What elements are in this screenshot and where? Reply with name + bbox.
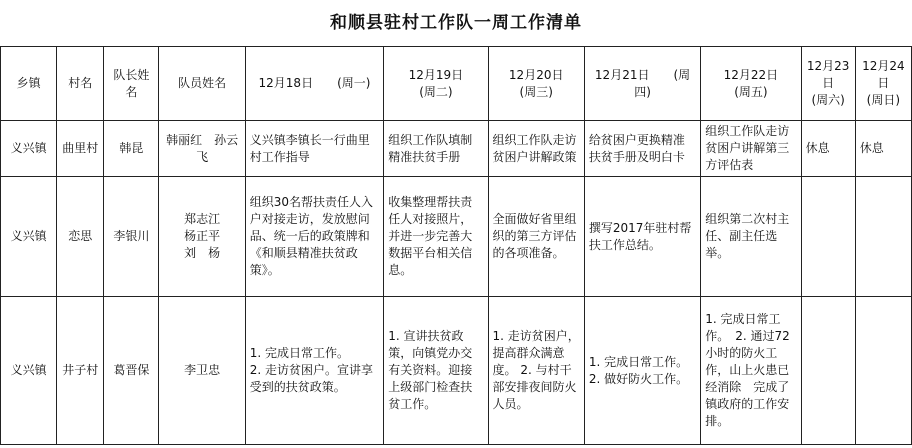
header-dec20: 12月20日 (周三) [488, 47, 584, 121]
header-members: 队员姓名 [159, 47, 245, 121]
header-dec21: 12月21日 (周四) [584, 47, 700, 121]
header-dec19: 12月19日 (周二) [384, 47, 488, 121]
cell-members [159, 177, 245, 297]
cell-dec24 [855, 297, 911, 445]
cell-members: 韩丽红 孙云飞 [159, 121, 245, 177]
cell-dec21: 撰写2017年驻村帮扶工作总结。 [584, 177, 700, 297]
cell-dec22: 组织工作队走访贫困户讲解第三方评估表 [701, 121, 801, 177]
member-name: 刘 杨 [184, 246, 221, 260]
header-dec23: 12月23日 (周六) [801, 47, 855, 121]
header-dec18: 12月18日 (周一) [245, 47, 383, 121]
cell-dec20: 组织工作队走访贫困户讲解政策 [488, 121, 584, 177]
cell-leader: 韩昆 [104, 121, 159, 177]
cell-dec20: 1. 走访贫困户，提高群众满意度。 2. 与村干部安排夜间防火人员。 [488, 297, 584, 445]
cell-dec22: 组织第二次村主任、副主任选举。 [701, 177, 801, 297]
header-row [1, 47, 912, 121]
member-name: 郑志江 [184, 212, 221, 226]
cell-dec23 [801, 297, 855, 445]
cell-village: 井子村 [57, 297, 104, 445]
header-dec22: 12月22日 (周五) [701, 47, 801, 121]
cell-dec20: 全面做好省里组织的第三方评估的各项准备。 [488, 177, 584, 297]
cell-dec19: 1. 宣讲扶贫政策，向镇党办交有关资料。迎接上级部门检查扶贫工作。 [384, 297, 488, 445]
cell-village: 恋思 [57, 177, 104, 297]
cell-leader: 李银川 [104, 177, 159, 297]
cell-dec18: 义兴镇李镇长一行曲里村工作指导 [245, 121, 383, 177]
table-row [1, 177, 912, 297]
page-title: 和顺县驻村工作队一周工作清单 [330, 13, 582, 33]
header-leader: 队长姓名 [104, 47, 159, 121]
cell-dec21: 1. 完成日常工作。 2. 做好防火工作。 [584, 297, 700, 445]
cell-township: 义兴镇 [1, 297, 57, 445]
cell-dec23 [801, 177, 855, 297]
header-dec24: 12月24日 (周日) [855, 47, 911, 121]
cell-leader: 葛晋保 [104, 297, 159, 445]
work-schedule-table [0, 46, 912, 445]
header-village: 村名 [57, 47, 104, 121]
cell-dec19: 组织工作队填制精准扶贫手册 [384, 121, 488, 177]
cell-dec19: 收集整理帮扶责任人对接照片，并进一步完善大数据平台相关信息。 [384, 177, 488, 297]
cell-dec24 [855, 177, 911, 297]
cell-dec22: 1. 完成日常工作。 2. 通过72小时的防火工作，山上火患已经消除 完成了镇政府的工作安排。 [701, 297, 801, 445]
cell-dec18: 组织30名帮扶责任人入户对接走访，发放慰问品、统一后的政策牌和《和顺县精准扶贫政策》。 [245, 177, 383, 297]
cell-members: 李卫忠 [159, 297, 245, 445]
cell-dec23: 休息 [801, 121, 855, 177]
cell-dec18: 1. 完成日常工作。 2. 走访贫困户。宣讲享受到的扶贫政策。 [245, 297, 383, 445]
table-row [1, 121, 912, 177]
member-name: 杨正平 [184, 229, 221, 243]
cell-township: 义兴镇 [1, 121, 57, 177]
cell-village: 曲里村 [57, 121, 104, 177]
header-township: 乡镇 [1, 47, 57, 121]
cell-township: 义兴镇 [1, 177, 57, 297]
table-row [1, 297, 912, 445]
cell-dec21: 给贫困户更换精准扶贫手册及明白卡 [584, 121, 700, 177]
cell-dec24: 休息 [855, 121, 911, 177]
